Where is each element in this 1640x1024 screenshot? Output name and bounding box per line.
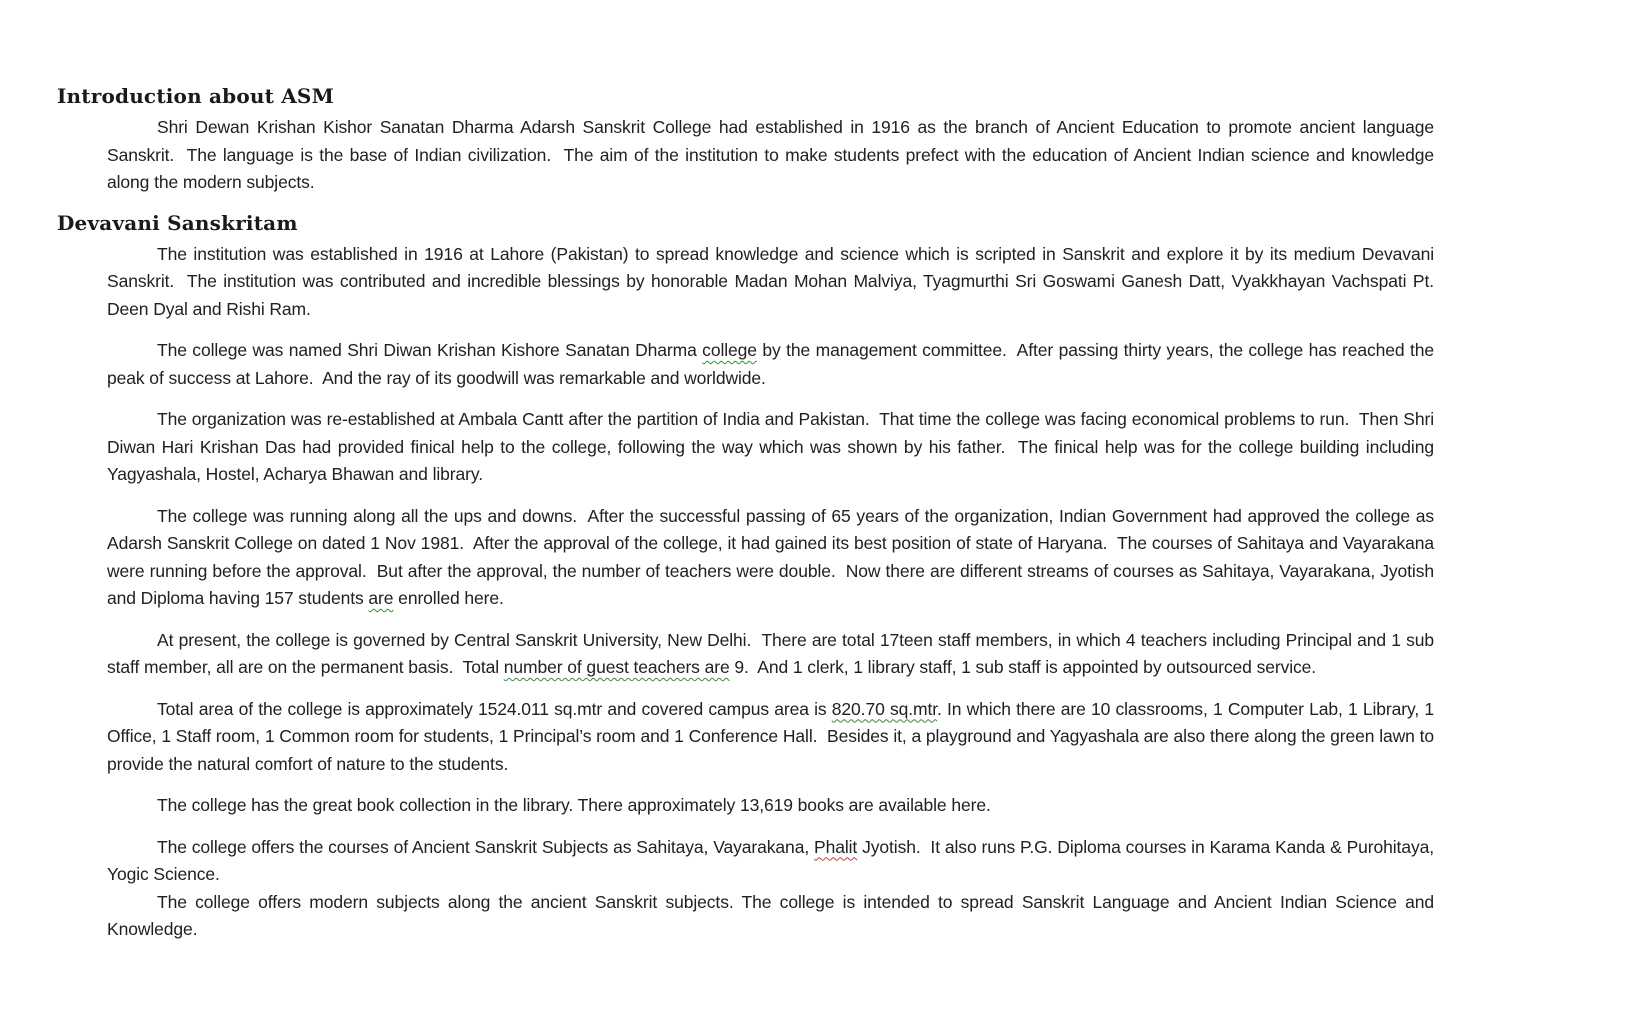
text-run: enrolled here. xyxy=(393,588,504,608)
text-run: by the management committee. After passing thirty years, the college has reached the peak of success at Lahore. And the ray of its goodwill was remarkable and worldwide. xyxy=(107,340,1439,388)
paragraph-at-present-governance xyxy=(107,627,1439,682)
paragraph-total-area xyxy=(107,696,1439,779)
grammar-flagged-text: college xyxy=(702,340,757,360)
paragraph-institution-established xyxy=(107,241,1439,324)
paragraph-ups-and-downs xyxy=(107,503,1439,613)
paragraph-modern-subjects xyxy=(107,889,1439,944)
text-run: The college was named Shri Diwan Krishan Kishore Sanatan Dharma xyxy=(157,340,703,360)
grammar-flagged-text: are xyxy=(368,588,394,608)
grammar-flagged-text: number of guest teachers are xyxy=(503,657,730,677)
text-run: The college offers modern subjects along the ancient Sanskrit subjects. The college is intended to spread Sanskrit Language and Ancient Indian Science and Knowledge. xyxy=(107,891,1439,939)
text-run: . In which there are 10 classrooms, 1 Computer Lab, 1 Library, 1 Office, 1 Staff room, 1 Common room for students, 1 Principal’s room and 1 Conference Hall. Besides it, a playground and Yagyashala are also there along the green lawn to provide the natural comfort of nature to the students. xyxy=(107,698,1439,774)
text-run: 9. And 1 clerk, 1 library staff, 1 sub staff is appointed by outsourced service. xyxy=(729,657,1317,677)
grammar-flagged-text: 820.70 sq.mtr xyxy=(831,698,937,719)
paragraph-courses-offered xyxy=(107,834,1439,889)
paragraph-library-books xyxy=(107,792,1434,820)
section-heading-introduction-about-asm: Introduction about ASM xyxy=(57,84,334,108)
text-run: The college offers the courses of Ancient Sanskrit Subjects as Sahitaya, Vayarakana, xyxy=(157,836,814,857)
paragraph-college-named xyxy=(107,337,1439,392)
text-run: The organization was re-established at Ambala Cantt after the partition of India and Pakistan. That time the college was facing economical problems to run. Then Shri Diwan Hari Krishan Das had provided finical help to the college, following the way which was shown by his father. The finical help was for the college building including Yagyashala, Hostel, Acharya Bhawan and library. xyxy=(107,409,1439,484)
spelling-flagged-text: Phalit xyxy=(814,836,858,857)
paragraph-reestablished-ambala xyxy=(107,406,1439,489)
text-run: The college was running along all the ups and downs. After the successful passing of 65 years of the organization, Indian Government had approved the college as Adarsh Sanskrit College on dated 1 Nov 1981. After the approval of the college, it had gained its best position of state of Haryana. The courses of Sahitaya and Vayarakana were running before the approval. But after the approval, the number of teachers were double. Now there are different streams of courses as Sahitaya, Vayarakana, Jyotish and Diploma having 157 students xyxy=(107,505,1439,608)
text-run: At present, the college is governed by Central Sanskrit University, New Delhi. There are total 17teen staff members, in which 4 teachers including Principal and 1 sub staff member, all are on the permanent basis. Total xyxy=(107,629,1439,677)
text-run: The college has the great book collection in the library. There approximately 13,619 books are available here. xyxy=(157,795,991,815)
section-heading-devavani-sanskritam: Devavani Sanskritam xyxy=(57,210,298,235)
text-run: Total area of the college is approximately 1524.011 sq.mtr and covered campus area is xyxy=(157,698,832,719)
text-run: Shri Dewan Krishan Kishor Sanatan Dharma Adarsh Sanskrit College had established in 1916 as the branch of Ancient Education to promote ancient language Sanskrit. The language is the base of Indian civilization. The aim of the institution to make students prefect with the education of Ancient Indian science and knowledge along the modern subjects. xyxy=(107,117,1439,192)
paragraph-asm-intro xyxy=(107,114,1439,197)
text-run: Jyotish. It also runs P.G. Diploma courses in Karama Kanda & Purohitaya, Yogic Science. xyxy=(107,836,1439,884)
text-run: The institution was established in 1916 at Lahore (Pakistan) to spread knowledge and science which is scripted in Sanskrit and explore it by its medium Devavani Sanskrit. The institution was contributed and incredible blessings by honorable Madan Mohan Malviya, Tyagmurthi Sri Goswami Ganesh Datt, Vyakkhayan Vachspati Pt. Deen Dyal and Rishi Ram. xyxy=(107,243,1439,319)
